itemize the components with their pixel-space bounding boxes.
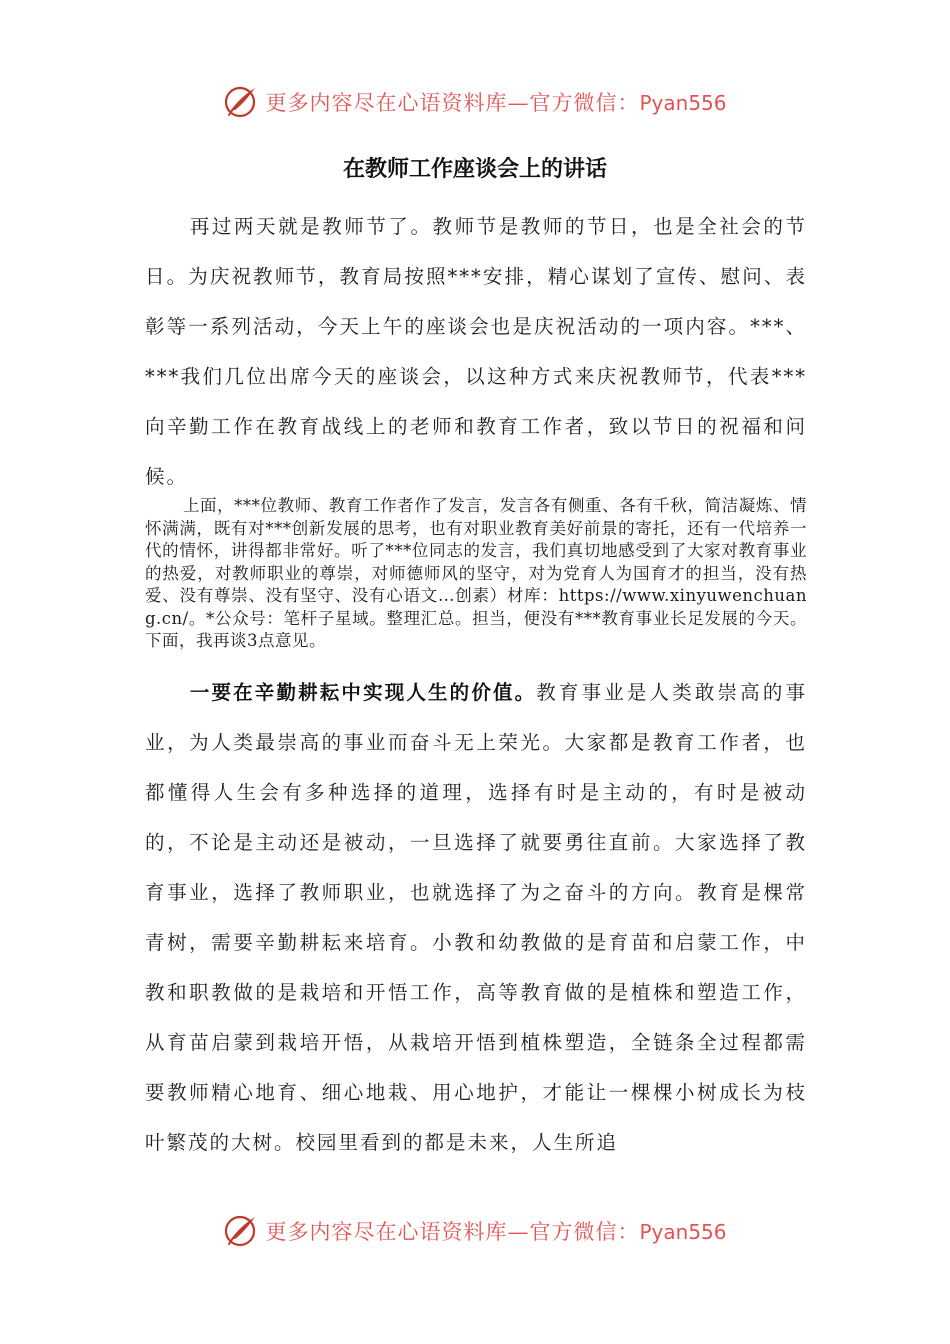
banner-text-cn: 更多内容尽在心语资料库—官方微信：: [265, 1220, 640, 1244]
banner-text: [265, 87, 726, 117]
banner-wechat-id: Pyan556: [639, 91, 727, 115]
banner-text: [265, 1216, 726, 1246]
quill-pen-logo-icon: [223, 84, 259, 120]
point-one-body: 教育事业是人类敢崇高的事业，为人类最崇高的事业而奋斗无上荣光。大家都是教育工作者，也都懂得人生会有多种选择的道理，选择有时是主动的，有时是被动的，不论是主动还是被动，一旦选择了就要勇往直前。大家选择了教育事业，选择了教师职业，也就选择了为之奋斗的方向。教育是棵常青树，需要辛勤耕耘来培育。小教和幼教做的是育苗和启蒙工作，中教和职教做的是栽培和开悟工作，高等教育做的是植株和塑造工作，从育苗启蒙到栽培开悟，从栽培开悟到植株塑造，全链条全过程都需要教师精心地育、细心地栽、用心地护，才能让一棵棵小树成长为枝叶繁茂的大树。校园里看到的都是未来，人生所追: [145, 681, 807, 1154]
point-one-heading: 一要在辛勤耕耘中实现人生的价值。: [189, 681, 537, 704]
paragraph-point-one: [145, 668, 807, 1168]
banner-wechat-id: Pyan556: [639, 1220, 727, 1244]
paragraph-intro: 再过两天就是教师节了。教师节是教师的节日，也是全社会的节日。为庆祝教师节，教育局按照***安排，精心谋划了宣传、慰问、表彰等一系列活动，今天上午的座谈会也是庆祝活动的一项内容。***、***我们几位出席今天的座谈会，以这种方式来庆祝教师节，代表***向辛勤工作在教育战线上的老师和教育工作者，致以节日的祝福和问候。: [145, 215, 807, 488]
paragraph-speeches-summary: 上面，***位教师、教育工作者作了发言，发言各有侧重、各有千秋，简洁凝炼、情怀满满，既有对***创新发展的思考，也有对职业教育美好前景的寄托，还有一代培养一代的情怀，讲得都非常好。听了***位同志的发言，我们真切地感受到了大家对教育事业的热爱，对教师职业的尊崇，对师德师风的坚守，对为党育人为国育才的担当，没有热爱、没有尊崇、没有坚守、没有心语文…创素）材库：https://www.xinyuwenchuang.cn/。*公众号：笔杆子星域。整理汇总。担当，便没有***教育事业长足发展的今天。下面，我再谈3点意见。: [145, 496, 807, 650]
header-watermark-banner: [0, 82, 950, 122]
quill-pen-logo-icon: [223, 1213, 259, 1249]
footer-watermark-banner: [0, 1211, 950, 1251]
document-title: 在教师工作座谈会上的讲话: [342, 157, 607, 182]
banner-text-cn: 更多内容尽在心语资料库—官方微信：: [265, 91, 640, 115]
